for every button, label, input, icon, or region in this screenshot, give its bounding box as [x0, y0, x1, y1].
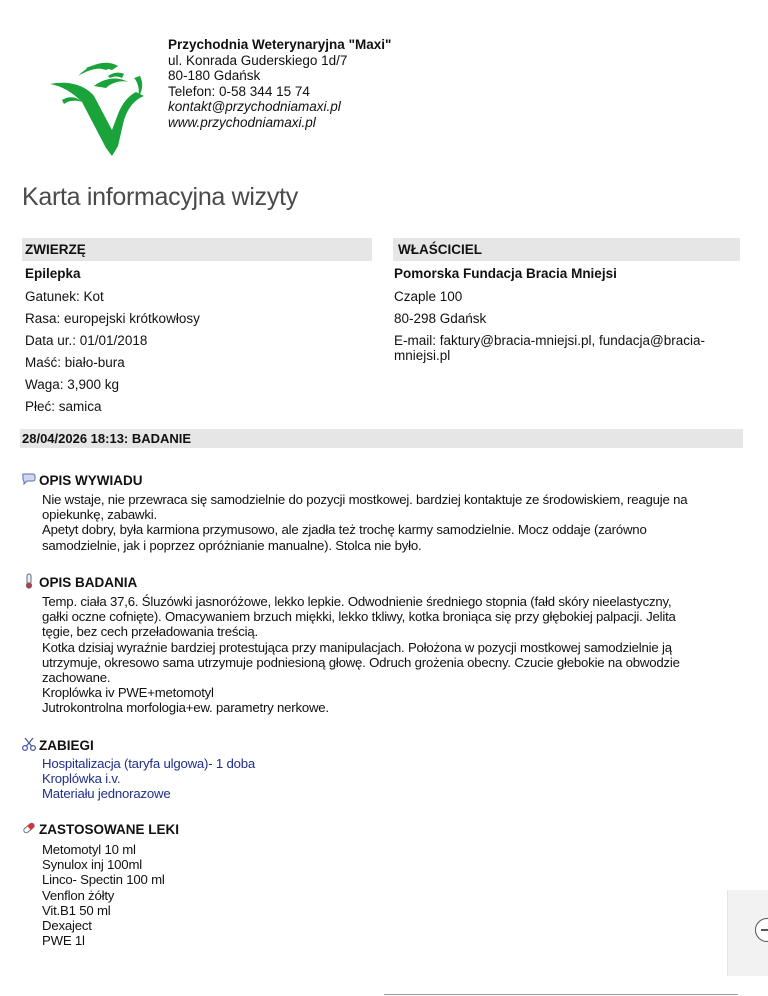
thermometer-icon — [21, 573, 37, 589]
green-bird-vet-logo-icon — [48, 56, 160, 162]
procedure-item[interactable]: Materiału jednorazowe — [42, 786, 171, 802]
page-divider — [384, 994, 738, 995]
procedure-item[interactable]: Kroplówka i.v. — [42, 771, 121, 787]
clinic-email: kontakt@przychodniamaxi.pl — [168, 99, 341, 115]
interview-line: opiekunkę, zabawki. — [42, 507, 157, 523]
exam-line: zachowane. — [42, 670, 111, 686]
procedure-item[interactable]: Hospitalizacja (taryfa ulgowa)- 1 doba — [42, 756, 256, 771]
exam-heading — [21, 573, 137, 590]
clinic-phone: Telefon: 0-58 344 15 74 — [168, 83, 310, 99]
exam-title: OPIS BADANIA — [39, 575, 138, 590]
pill-icon — [21, 820, 37, 836]
animal-name: Epilepka — [25, 266, 81, 281]
exam-line: Temp. ciała 37,6. Śluzówki jasnoróżowe, lekko lepkie. Odwodnienie średniego stopnia (fałd skóry nieelastyczny, — [42, 594, 672, 609]
exam-line: tęgie, bez cech przeładowania treścią. — [42, 624, 258, 640]
visit-header: 28/04/2026 18:13: BADANIE — [20, 429, 743, 448]
animal-breed: Rasa: europejski krótkowłosy — [25, 311, 200, 326]
drug-item: Vit.B1 50 ml — [42, 902, 111, 918]
drug-item: Dexaject — [42, 918, 92, 934]
owner-name: Pomorska Fundacja Bracia Mniejsi — [394, 266, 617, 281]
owner-address-line2: 80-298 Gdańsk — [394, 311, 487, 326]
document-title: Karta informacyjna wizyty — [22, 183, 298, 211]
exam-line: Kroplówka iv PWE+metomotyl — [42, 685, 214, 701]
interview-line: Nie wstaje, nie przewraca się samodzielnie do pozycji mostkowej. bardziej kontaktuje ze środowiskiem, reaguje na — [42, 492, 688, 507]
interview-line: samodzielnie, jak i poprzez opróżnianie manualne). Stolca nie było. — [42, 537, 422, 553]
clinic-info — [168, 37, 391, 131]
interview-text — [42, 492, 742, 553]
drug-item: Synulox inj 100ml — [42, 857, 142, 873]
exam-line: gałki oczne cofnięte). Omacywaniem brzuch miękki, lekko tkliwy, kotka broniąca się przy głębokiej palpacji. Jelita — [42, 609, 676, 625]
owner-email-cont: mniejsi.pl — [394, 348, 451, 363]
animal-section-header: ZWIERZĘ — [22, 238, 372, 261]
clinic-logo — [48, 56, 160, 162]
animal-dob: Data ur.: 01/01/2018 — [25, 333, 148, 348]
animal-color: Maść: biało-bura — [25, 355, 125, 370]
animal-weight: Waga: 3,900 kg — [25, 377, 120, 392]
clinic-website: www.przychodniamaxi.pl — [168, 114, 316, 130]
exam-text — [42, 594, 744, 716]
interview-heading — [21, 471, 143, 488]
drugs-title: ZASTOSOWANE LEKI — [39, 822, 180, 837]
owner-section-header: WŁAŚCICIEL — [393, 238, 740, 261]
exam-line: Kotka dzisiaj wyraźnie bardziej protestująca przy manipulacjach. Położona w pozycji mostkowej samodzielnie ją — [42, 639, 672, 655]
procedures-list — [42, 756, 542, 802]
drugs-heading — [21, 820, 179, 837]
animal-sex: Płeć: samica — [25, 399, 102, 414]
animal-species: Gatunek: Kot — [25, 289, 104, 304]
drugs-list — [42, 842, 442, 948]
clinic-street: ul. Konrada Guderskiego 1d/7 — [168, 52, 348, 68]
procedures-heading — [21, 736, 94, 753]
clinic-city: 80-180 Gdańsk — [168, 68, 261, 84]
interview-title: OPIS WYWIADU — [39, 473, 143, 488]
owner-email: E-mail: faktury@bracia-mniejsi.pl, fundacja@bracia- — [394, 333, 706, 348]
interview-line: Apetyt dobry, była karmiona przymusowo, ale zjadła też trochę karmy samodzielnie. Mocz oddaje (zarówno — [42, 522, 647, 538]
drug-item: Venflon żółty — [42, 887, 115, 903]
owner-address-line1: Czaple 100 — [394, 289, 463, 304]
procedures-title: ZABIEGI — [39, 738, 94, 753]
drug-item: PWE 1l — [42, 933, 85, 949]
scissors-icon — [21, 736, 37, 752]
speech-bubble-icon — [21, 471, 37, 487]
exam-line: utrzymuje, okresowo sama utrzymuje podniesioną głowę. Odruch grożenia obecny. Czucie głebokie na obwodzie — [42, 654, 680, 670]
clinic-name: Przychodnia Weterynaryjna "Maxi" — [168, 37, 392, 52]
exam-line: Jutrokontrolna morfologia+ew. parametry nerkowe. — [42, 700, 329, 716]
drug-item: Metomotyl 10 ml — [42, 842, 136, 857]
drug-item: Linco- Spectin 100 ml — [42, 872, 165, 888]
